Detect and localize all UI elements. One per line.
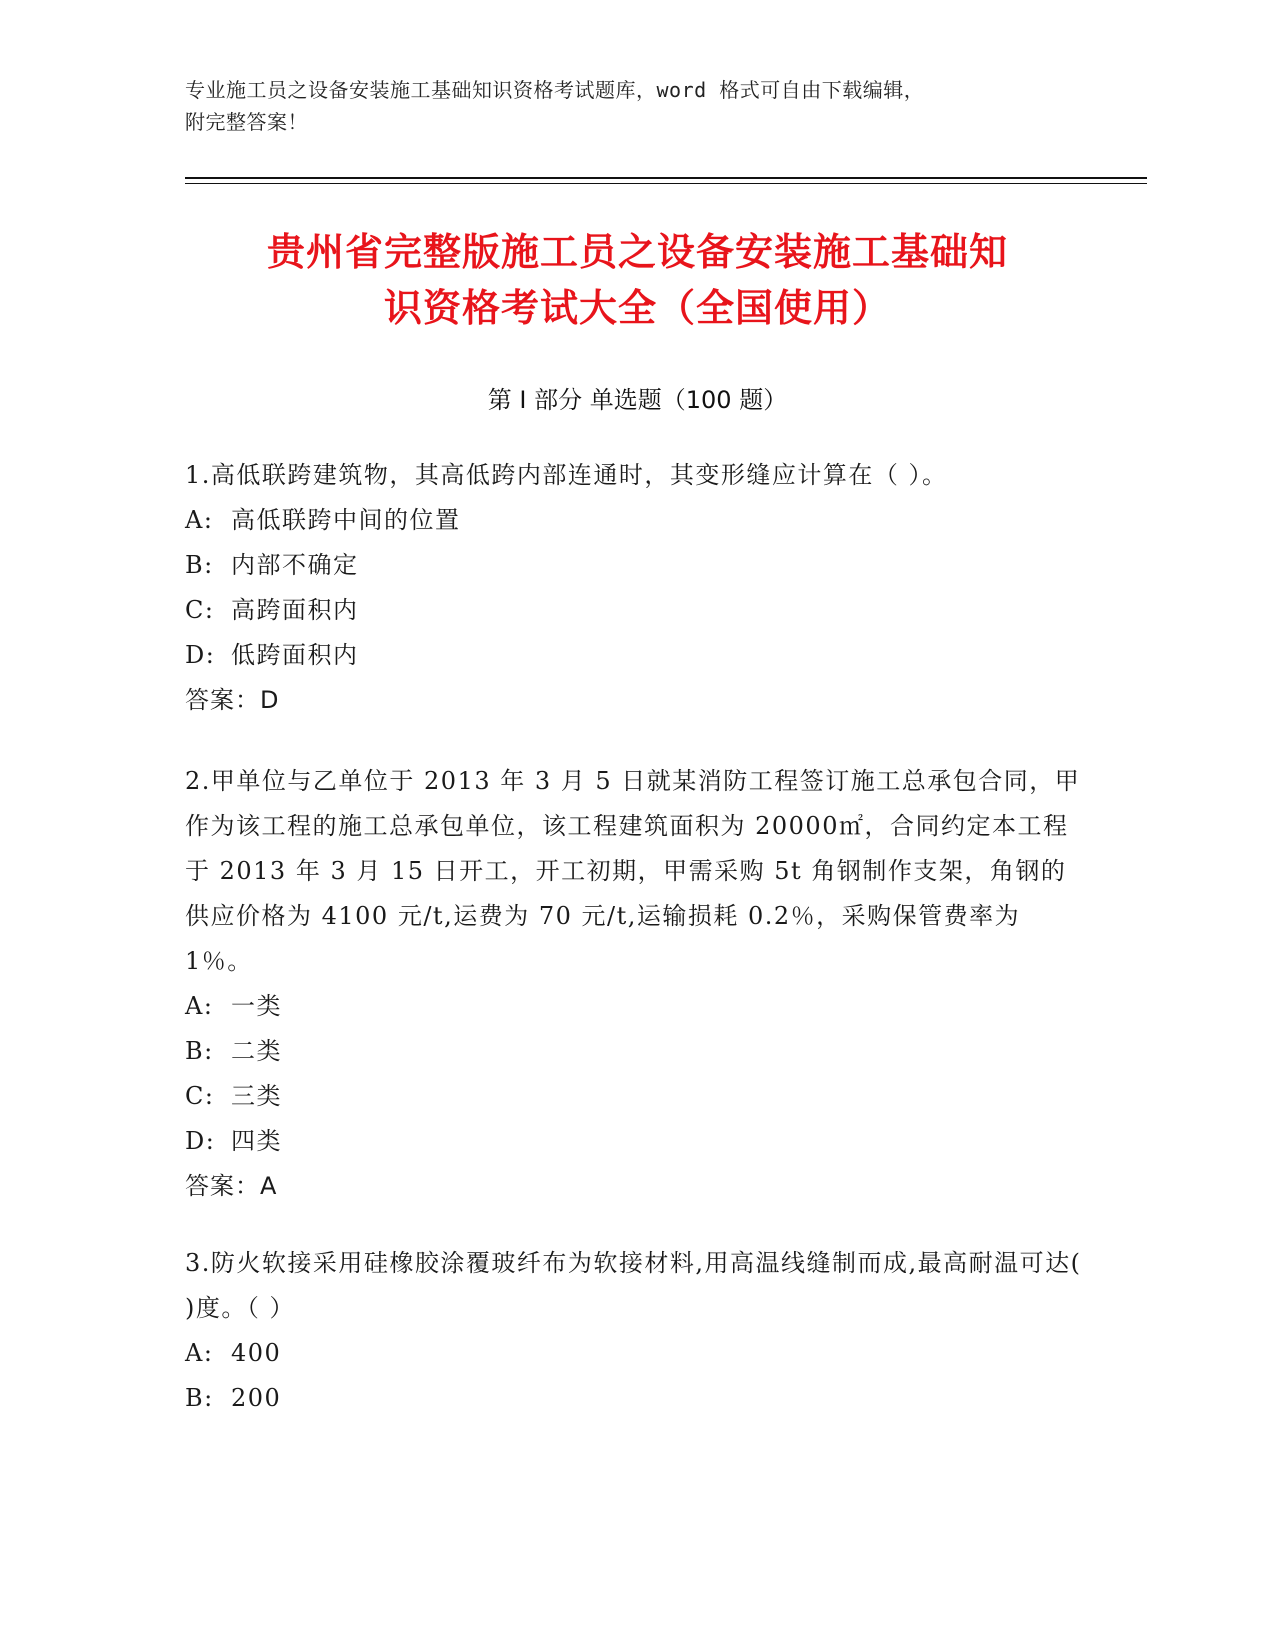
question-stem: 2.甲单位与乙单位于 2013 年 3 月 5 日就某消防工程签订施工总承包合同，甲作为该工程的施工总承包单位，该工程建筑面积为 20000㎡，合同约定本工程于 2013 年 3 月 15 日开工，开工初期，甲需采购 5t 角钢制作支架，角钢的供应价格为 4100 元/t,运费为 70 元/t,运输损耗 0.2％，采购保管费率为 1％。	[185, 767, 1081, 975]
question-1	[185, 453, 1085, 723]
option-text: 高低联跨中间的位置	[231, 506, 461, 534]
answer-text: 答案：A	[185, 1172, 278, 1200]
option-text: 内部不确定	[231, 551, 359, 579]
answer-text: 答案：D	[185, 686, 280, 714]
option-text: 一类	[231, 992, 282, 1020]
option-b	[185, 1376, 1085, 1421]
option-text: 400	[231, 1339, 282, 1367]
question-stem: 1.高低联跨建筑物，其高低跨内部连通时，其变形缝应计算在（ ）。	[185, 461, 948, 489]
option-b	[185, 1029, 1085, 1074]
header-divider-thick	[185, 177, 1147, 179]
option-letter: D:	[185, 641, 216, 669]
question-stem: 3.防火软接采用硅橡胶涂覆玻纤布为软接材料,用高温线缝制而成,最高耐温可达( )度。（ ）	[185, 1249, 1082, 1322]
document-title-line-1: 贵州省完整版施工员之设备安装施工基础知	[266, 230, 1008, 274]
header-divider-thin	[185, 183, 1147, 184]
option-text: 三类	[231, 1082, 282, 1110]
header-note-line-1: 专业施工员之设备安装施工基础知识资格考试题库，word 格式可自由下载编辑，	[185, 78, 925, 102]
option-letter: A:	[185, 1339, 214, 1367]
option-letter: A:	[185, 506, 214, 534]
option-letter: C:	[185, 1082, 215, 1110]
option-letter: B:	[185, 1384, 214, 1412]
option-text: 200	[231, 1384, 282, 1412]
section-title: 第 I 部分 单选题（100 题）	[487, 386, 788, 414]
option-b	[185, 543, 1085, 588]
header-note-line-2: 附完整答案！	[185, 110, 308, 134]
option-text: 低跨面积内	[231, 641, 359, 669]
option-letter: A:	[185, 992, 214, 1020]
option-a	[185, 984, 1085, 1029]
option-a	[185, 1331, 1085, 1376]
option-text: 二类	[231, 1037, 282, 1065]
option-d	[185, 1119, 1085, 1164]
option-text: 高跨面积内	[231, 596, 359, 624]
option-letter: D:	[185, 1127, 216, 1155]
option-c	[185, 1074, 1085, 1119]
option-text: 四类	[231, 1127, 282, 1155]
header-note	[185, 74, 1085, 138]
document-title-line-2: 识资格考试大全（全国使用）	[383, 286, 891, 330]
option-letter: B:	[185, 1037, 214, 1065]
question-3	[185, 1241, 1085, 1421]
option-letter: B:	[185, 551, 214, 579]
option-a	[185, 498, 1085, 543]
option-letter: C:	[185, 596, 215, 624]
document-title	[185, 224, 1090, 336]
option-c	[185, 588, 1085, 633]
option-d	[185, 633, 1085, 678]
question-2	[185, 759, 1085, 1209]
